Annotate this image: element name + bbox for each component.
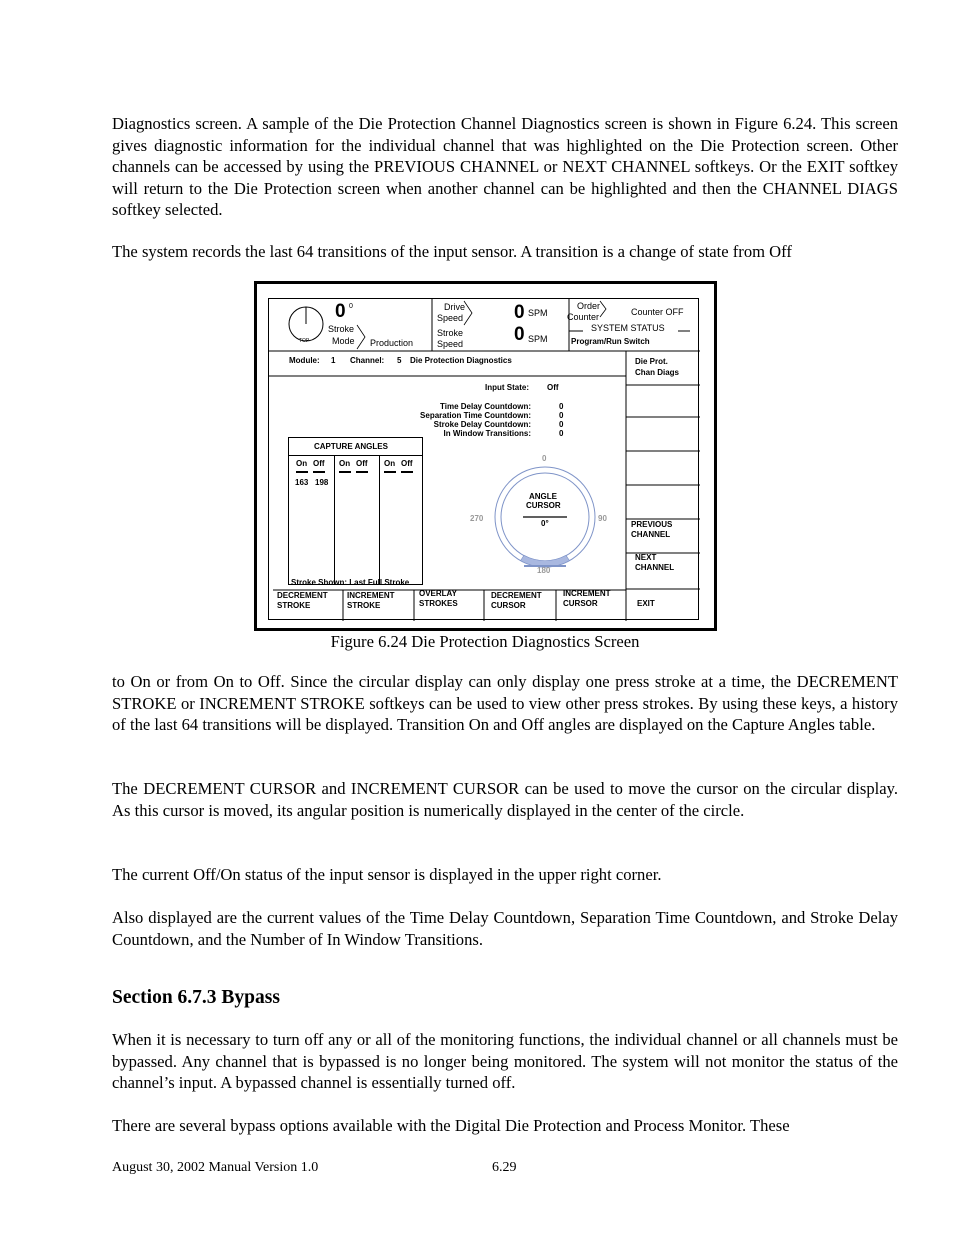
stroke-spm-unit: SPM <box>528 334 548 344</box>
capture-angles-title: CAPTURE ANGLES <box>314 442 388 451</box>
paragraph-status: The current Off/On status of the input sensor is displayed in the upper right corner. <box>112 865 662 884</box>
program-run-switch: Program/Run Switch <box>571 337 650 346</box>
capture-col3-on: On <box>384 459 396 468</box>
stroke-angle-value: 0 <box>335 301 346 322</box>
increment-stroke-softkey-1[interactable]: INCREMENT <box>347 591 395 600</box>
capture-on-angle: 163 <box>295 478 309 487</box>
capture-header-rule <box>289 455 422 456</box>
overlay-strokes-softkey-2[interactable]: STROKES <box>419 599 458 608</box>
stroke-speed-label-1: Stroke <box>437 328 464 338</box>
decrement-stroke-softkey-2[interactable]: STROKE <box>277 601 311 610</box>
section-heading: Section 6.7.3 Bypass <box>112 987 280 1008</box>
increment-stroke-softkey-2[interactable]: STROKE <box>347 601 381 610</box>
time-delay-value: 0 <box>559 402 564 411</box>
capture-off-angle: 198 <box>315 478 329 487</box>
next-channel-softkey-1[interactable]: NEXT <box>635 553 657 562</box>
capture-col2-on: On <box>339 459 351 468</box>
stroke-mode-label-1: Stroke <box>328 324 355 334</box>
counter-status: Counter OFF <box>631 307 684 317</box>
stroke-delay-label: Stroke Delay Countdown: <box>433 420 531 429</box>
die-prot-softkey-label-2: Chan Diags <box>635 368 680 377</box>
dial-label-0: 0 <box>542 454 547 463</box>
screen-title: Die Protection Diagnostics <box>410 356 512 365</box>
previous-channel-softkey-1[interactable]: PREVIOUS <box>631 520 673 529</box>
angle-cursor-value: 0° <box>541 519 549 528</box>
overlay-strokes-softkey-1[interactable]: OVERLAY <box>419 589 457 598</box>
capture-column-rule-2 <box>379 455 380 584</box>
module-value: 1 <box>331 356 336 365</box>
next-channel-softkey-2[interactable]: CHANNEL <box>635 563 675 572</box>
stroke-delay-value: 0 <box>559 420 564 429</box>
decrement-cursor-softkey-1[interactable]: DECREMENT <box>491 591 542 600</box>
previous-channel-softkey-2[interactable]: CHANNEL <box>631 530 671 539</box>
stroke-angle-degree: 0 <box>349 303 353 310</box>
exit-softkey[interactable]: EXIT <box>637 599 655 608</box>
stroke-spm-value: 0 <box>514 324 525 345</box>
stroke-shown-label: Stroke Shown: Last Full Stroke <box>291 578 410 587</box>
time-delay-label: Time Delay Countdown: <box>440 402 531 411</box>
screen-frame <box>268 298 699 620</box>
die-prot-softkey-label-1: Die Prot. <box>635 357 668 366</box>
in-window-value: 0 <box>559 429 564 438</box>
capture-column-rule-1 <box>334 455 335 584</box>
capture-col2-off: Off <box>356 459 368 468</box>
drive-spm-value: 0 <box>514 302 525 323</box>
page-number: 6.29 <box>492 1160 517 1175</box>
paragraph-bypass-options: There are several bypass options available with the Digital Die Protection and Process Monitor. These <box>112 1116 790 1135</box>
capture-dash <box>401 471 413 473</box>
capture-angles-table <box>288 437 423 585</box>
increment-cursor-softkey-1[interactable]: INCREMENT <box>563 589 611 598</box>
drive-speed-label-1: Drive <box>444 302 466 312</box>
input-state-label: Input State: <box>485 383 529 392</box>
footer-date-version: August 30, 2002 Manual Version 1.0 <box>112 1160 319 1175</box>
order-counter-label-2: Counter <box>567 312 600 322</box>
channel-label: Channel: <box>350 356 385 365</box>
paragraph-cursor: The DECREMENT CURSOR and INCREMENT CURSOR can be used to move the cursor on the circular display. As this cursor is moved, its angular position is numerically displayed in the center of the circle. <box>112 779 898 820</box>
system-status-label: SYSTEM STATUS <box>591 323 665 333</box>
paragraph-strokes: to On or from On to Off. Since the circular display can only display one press stroke at a time, the DECREMENT STROKE or INCREMENT STROKE softkeys can be used to view other press strokes. By using these keys, a history of the last 64 transitions will be displayed. Transition On and Off angles are displayed on the Capture Angles table. <box>112 672 898 734</box>
increment-cursor-softkey-2[interactable]: CURSOR <box>563 599 598 608</box>
separation-time-label: Separation Time Countdown: <box>420 411 531 420</box>
figure-caption: Figure 6.24 Die Protection Diagnostics Screen <box>330 632 640 651</box>
capture-dash <box>339 471 351 473</box>
capture-dash <box>313 471 325 473</box>
dial-label-270: 270 <box>470 514 484 523</box>
separation-time-value: 0 <box>559 411 564 420</box>
decrement-stroke-softkey-1[interactable]: DECREMENT <box>277 591 328 600</box>
capture-col1-on: On <box>296 459 308 468</box>
production-label: Production <box>370 338 414 348</box>
angle-cursor-label-1: ANGLE <box>529 492 557 501</box>
in-window-label: In Window Transitions: <box>443 429 531 438</box>
top-dial-label: TOP <box>299 338 310 344</box>
capture-dash <box>356 471 368 473</box>
capture-col1-off: Off <box>313 459 325 468</box>
capture-dash <box>296 471 308 473</box>
stroke-mode-label-2: Mode <box>332 336 355 346</box>
angle-cursor-label-2: CURSOR <box>526 501 561 510</box>
input-state-value: Off <box>547 383 559 392</box>
capture-dash <box>384 471 396 473</box>
paragraph-transitions: The system records the last 64 transitions of the input sensor. A transition is a change of state from Off <box>112 242 792 261</box>
die-protection-diagnostics-screen <box>254 281 717 631</box>
drive-spm-unit: SPM <box>528 308 548 318</box>
paragraph-bypass: When it is necessary to turn off any or all of the monitoring functions, the individual channel or all channels must be bypassed. Any channel that is bypassed is no longer being monitored. The system will not monitor the status of the channel’s input. A bypassed channel is essentially turned off. <box>112 1030 898 1092</box>
dial-label-180: 180 <box>537 566 551 575</box>
decrement-cursor-softkey-2[interactable]: CURSOR <box>491 601 526 610</box>
paragraph-intro: Diagnostics screen. A sample of the Die Protection Channel Diagnostics screen is shown in Figure 6.24. This screen gives diagnostic information for the individual channel that was highlighted on the Die Protection screen. Other channels can be accessed by using the PREVIOUS CHANNEL or NEXT CHANNEL softkeys. Or the EXIT softkey will return to the Die Protection screen when another channel can be highlighted and then the CHANNEL DIAGS softkey selected. <box>112 114 898 219</box>
order-counter-label-1: Order <box>577 301 601 311</box>
angle-dial <box>495 467 595 567</box>
drive-speed-label-2: Speed <box>437 313 464 323</box>
stroke-speed-label-2: Speed <box>437 339 464 349</box>
dial-label-90: 90 <box>598 514 607 523</box>
channel-value: 5 <box>397 356 402 365</box>
module-label: Module: <box>289 356 320 365</box>
capture-col3-off: Off <box>401 459 413 468</box>
paragraph-countdowns: Also displayed are the current values of the Time Delay Countdown, Separation Time Countdown, and Stroke Delay Countdown, and the Number of In Window Transitions. <box>112 908 898 949</box>
